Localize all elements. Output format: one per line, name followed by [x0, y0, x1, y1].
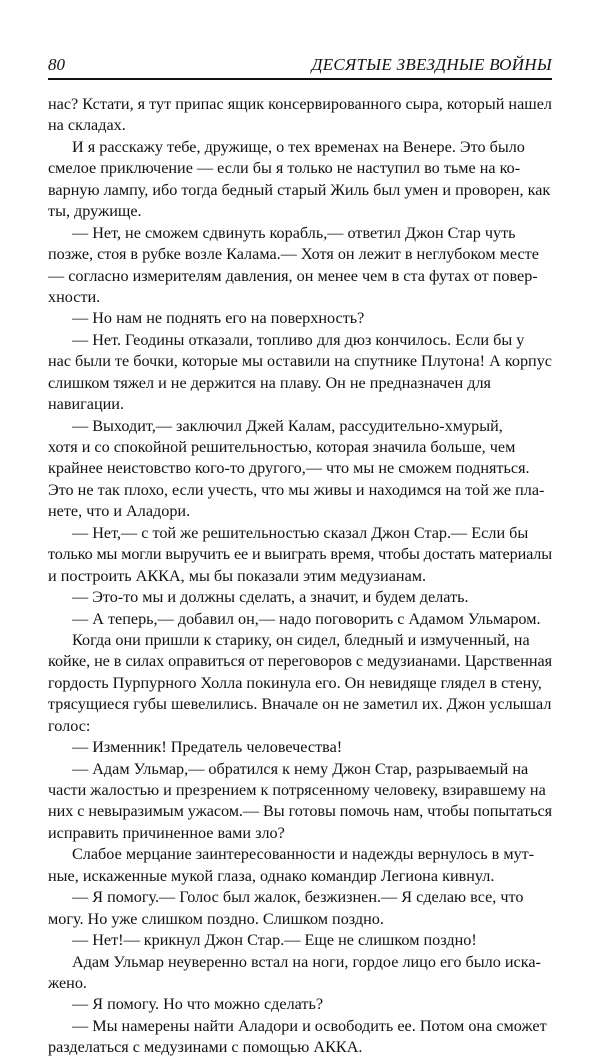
text-line: навигации.: [48, 395, 125, 414]
text-line: Когда они пришли к старику, он сидел, бледный и измученный, на: [72, 630, 530, 649]
text-line: нас были те бочки, которые мы оставили на спутнике Плутона! А корпус: [48, 352, 552, 371]
text-line: — Выходит,— заключил Джей Калам, рассудительно-хмурый,: [72, 416, 503, 435]
text-line: — Мы намерены найти Аладори и освободить ее. Потом она сможет: [72, 1016, 547, 1035]
header-rule: [48, 78, 552, 80]
text-line: койке, не в силах оправиться от переговоров с медузианами. Царственная: [48, 652, 552, 671]
text-line: ты, дружище.: [48, 202, 142, 221]
text-line: — Нет, не сможем сдвинуть корабль,— ответил Джон Стар чуть: [72, 223, 516, 242]
text-line: смелое приключение — если бы я только не наступил во тьме на ко-: [48, 159, 521, 178]
page-number: 80: [48, 55, 65, 74]
page-header: [48, 55, 552, 77]
text-line: — Адам Ульмар,— обратился к нему Джон Стар, разрываемый на: [72, 759, 529, 778]
text-line: могу. Но уже слишком поздно. Слишком поздно.: [48, 909, 384, 928]
text-line: — Нет. Геодины отказали, топливо для дюз кончилось. Если бы у: [72, 330, 525, 349]
text-line: нете, что и Аладори.: [48, 502, 191, 521]
text-line: — А теперь,— добавил он,— надо поговорить с Адамом Ульмаром.: [72, 609, 541, 628]
text-line: — Нет!— крикнул Джон Стар.— Еще не слишком поздно!: [72, 931, 477, 950]
text-line: — Изменник! Предатель человечества!: [72, 738, 343, 757]
text-line: слишком тяжел и не держится на плаву. Он не предназначен для: [48, 373, 491, 392]
text-line: — согласно измерителям давления, он менее чем в ста футах от повер-: [48, 266, 538, 285]
text-line: и построить АККА, мы бы показали этим медузианам.: [48, 566, 427, 585]
text-line: исправить причиненное вами зло?: [48, 823, 285, 842]
text-line: хности.: [48, 287, 101, 306]
text-line: них с невыразимым ужасом.— Вы готовы помочь нам, чтобы попытаться: [48, 802, 553, 821]
text-line: части жалостью и презрением к потрясенному человеку, взиравшему на: [48, 781, 546, 799]
text-line: — Но нам не поднять его на поверхность?: [72, 309, 365, 328]
text-line: Это не так плохо, если учесть, что мы живы и находимся на той же пла-: [48, 480, 545, 499]
text-line: жено.: [48, 973, 87, 992]
text-line: — Нет,— с той же решительностью сказал Джон Стар.— Если бы: [72, 523, 529, 542]
running-title: ДЕСЯТЫЕ ЗВЕЗДНЫЕ ВОЙНЫ: [311, 55, 552, 74]
text-line: — Я помогу. Но что можно сделать?: [72, 995, 324, 1014]
text-line: позже, стоя в рубке возле Калама.— Хотя он лежит в неглубоком месте: [48, 245, 539, 264]
text-line: хотя и со спокойной решительностью, которая значила больше, чем: [48, 438, 516, 456]
text-line: — Это-то мы и должны сделать, а значит, и будем делать.: [72, 588, 469, 607]
text-line: на складах.: [48, 116, 126, 135]
text-line: крайнее неистовство кого-то другого,— что мы не сможем подняться.: [48, 459, 530, 478]
text-line: голос:: [48, 716, 91, 735]
body-text: [48, 94, 552, 1059]
text-line: Адам Ульмар неуверенно встал на ноги, гордое лицо его было иска-: [72, 952, 541, 971]
text-line: разделаться с медузинами с помощью АККА.: [48, 1038, 363, 1057]
text-line: только мы могли выручить ее и выиграть время, чтобы достать материалы: [48, 545, 552, 564]
text-line: — Я помогу.— Голос был жалок, безжизнен.— Я сделаю все, что: [72, 888, 524, 907]
text-line: ные, искаженные мукой глаза, однако командир Легиона кивнул.: [48, 866, 495, 885]
text-line: Слабое мерцание заинтересованности и надежды вернулось в мут-: [72, 845, 535, 864]
text-line: нас? Кстати, я тут припас ящик консервированного сыра, который нашел: [48, 95, 552, 113]
text-line: И я расскажу тебе, дружище, о тех временах на Венере. Это было: [72, 137, 525, 156]
text-line: трясущиеся губы шевелились. Вначале он не заметил их. Джон услышал: [48, 695, 552, 714]
text-line: гордость Пурпурного Холла покинула его. Он невидяще глядел в стену,: [48, 673, 542, 692]
text-line: варную лампу, ибо тогда бедный старый Жиль был умен и проворен, как: [48, 180, 551, 199]
